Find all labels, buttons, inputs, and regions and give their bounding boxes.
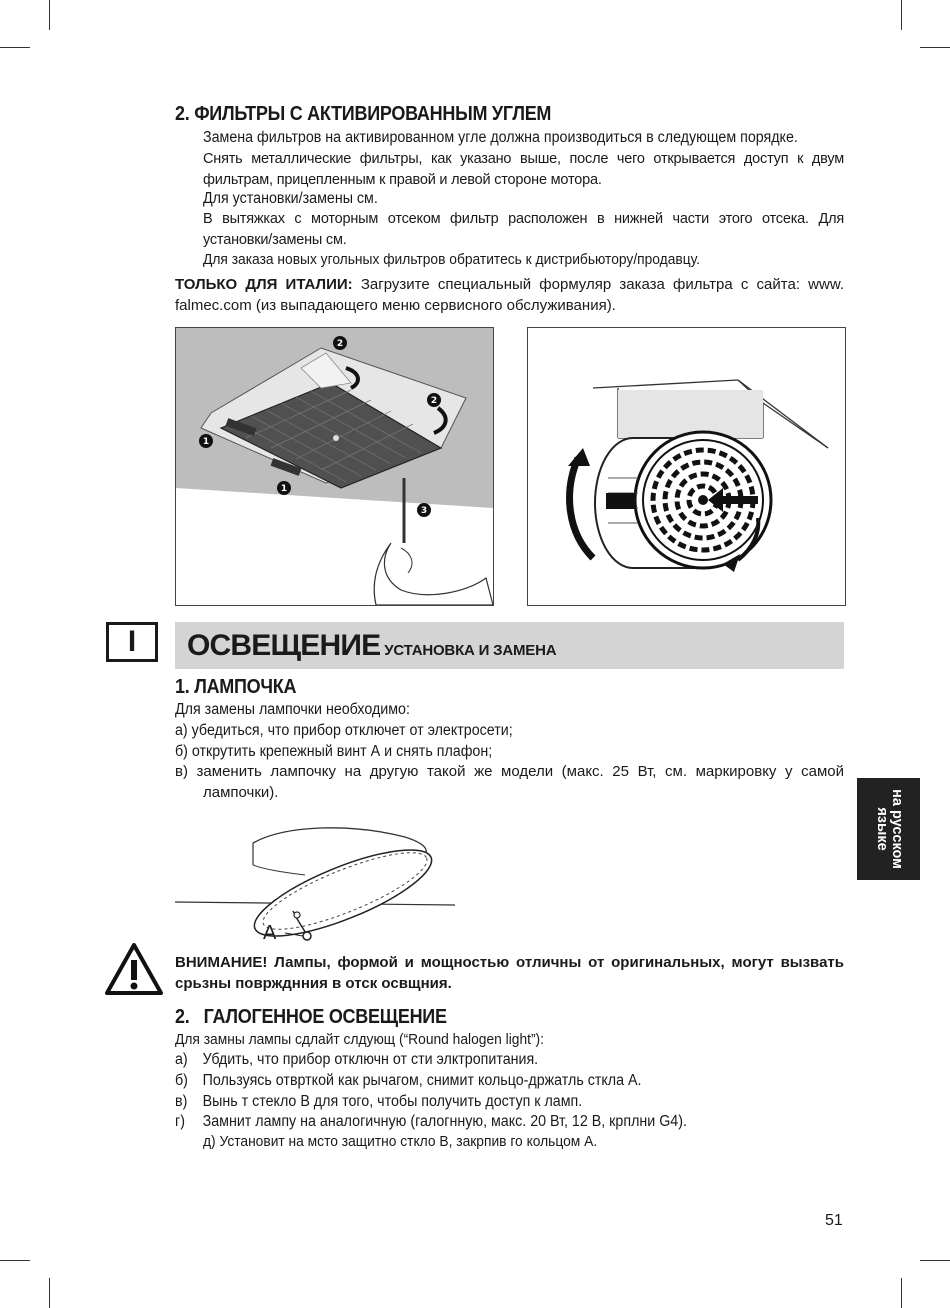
- italy-label: ТОЛЬКО ДЛЯ ИТАЛИИ:: [175, 276, 353, 293]
- halogen-step-d: д) Установит на мсто защитно сткло В, закрпив го кольцом А.: [203, 1133, 598, 1150]
- lamp-heading: 1. ЛАМПОЧКА: [175, 676, 297, 698]
- figure-filter-removal: [175, 327, 494, 606]
- crop-mark: [0, 1260, 30, 1261]
- crop-mark: [0, 47, 30, 48]
- halogen-step-label: в): [175, 1093, 188, 1110]
- chapter-letter: I: [127, 625, 137, 658]
- italy-text: Загрузите специальный формуляр заказа фильтра с сайта: www. falmec.com (из выпадающего меню сервисного обслуживания).: [175, 276, 844, 314]
- crop-mark: [49, 1278, 50, 1308]
- callout-1b: 1: [280, 484, 288, 494]
- section-title-sub: УСТАНОВКА И ЗАМЕНА: [384, 642, 557, 659]
- section-title: [187, 629, 556, 663]
- halogen-step-label: а): [175, 1051, 188, 1068]
- filter-removal-illustration: [176, 328, 493, 605]
- lamp-figure-label: A: [263, 922, 277, 944]
- lamp-illustration: [175, 825, 460, 945]
- lamp-step-c: [175, 762, 844, 803]
- crop-mark: [920, 47, 950, 48]
- halogen-step-text: Пользуясь отврткой как рычагом, снимит кольцо-држатль сткла А.: [202, 1072, 642, 1089]
- crop-mark: [901, 0, 902, 30]
- crop-mark: [49, 0, 50, 30]
- side-tab-line-1: на русском: [888, 789, 905, 869]
- filters-paragraph-1: Замена фильтров на активированном угле должна производиться в следующем порядке.: [203, 129, 798, 146]
- filters-paragraph-4: В вытяжках с моторным отсеком фильтр расположен в нижней части этого отсека. Для установки/замены см.: [203, 211, 844, 248]
- callout-2: 2: [336, 339, 344, 349]
- halogen-step-text: Замнит лампу на аналогичную (галогнную, макс. 20 Вт, 12 В, крплни G4).: [202, 1113, 687, 1130]
- motor-filter-illustration: [528, 328, 845, 605]
- filters-paragraph-3: Для установки/замены см.: [203, 190, 378, 207]
- lamp-intro: Для замены лампочки необходимо:: [175, 701, 410, 718]
- lamp-step-b: б) открутить крепежный винт А и снять плафон;: [175, 743, 493, 760]
- page-number: 51: [825, 1212, 843, 1229]
- crop-mark: [920, 1260, 950, 1261]
- language-side-tab: [857, 778, 920, 880]
- warning-text: ВНИМАНИЕ! Лампы, формой и мощностью отличны от оригинальных, могут вызвать срьзны повржднния в отск освщния.: [175, 954, 844, 992]
- section-title-main: ОСВЕЩЕНИЕ: [187, 629, 381, 662]
- side-tab-line-2: языке: [873, 807, 890, 851]
- halogen-step-label: г): [175, 1113, 185, 1130]
- filters-paragraph-5: Для заказа новых угольных фильтров обратитесь к дистрибьютору/продавцу.: [203, 251, 701, 268]
- language-side-tab-text: [874, 789, 904, 869]
- filters-paragraph-2: Снять металлические фильтры, как указано выше, после чего открывается доступ к двум фильтрам, прицепленным к правой и левой стороне мотора.: [203, 151, 844, 188]
- halogen-step-text: Вынь т стекло В для того, чтобы получить доступ к ламп.: [202, 1093, 583, 1110]
- halogen-intro: Для замны лампы сдлайт слдующ (“Round halogen light”):: [175, 1031, 544, 1048]
- figure-motor-filter: [527, 327, 846, 606]
- filters-heading: 2. ФИЛЬТРЫ С АКТИВИРОВАННЫМ УГЛЕМ: [175, 103, 552, 125]
- figure-lamp: [175, 825, 460, 945]
- lamp-step-a: а) убедиться, что прибор отключет от электросети;: [175, 722, 513, 739]
- halogen-heading: 2. ГАЛОГЕННОЕ ОСВЕЩЕНИЕ: [175, 1006, 447, 1028]
- crop-mark: [901, 1278, 902, 1308]
- halogen-step-text: Убдить, что прибор отключн от сти элктропитания.: [202, 1051, 539, 1068]
- warning-icon: [104, 942, 164, 996]
- lamp-step-c-text: в) заменить лампочку на другую такой же модели (макс. 25 Вт, см. маркировку у самой лампочки).: [175, 763, 844, 801]
- halogen-step-label: б): [175, 1072, 188, 1089]
- callout-3: 3: [420, 506, 428, 516]
- callout-1: 1: [202, 437, 210, 447]
- callout-2b: 2: [430, 396, 438, 406]
- italy-note: [175, 275, 844, 316]
